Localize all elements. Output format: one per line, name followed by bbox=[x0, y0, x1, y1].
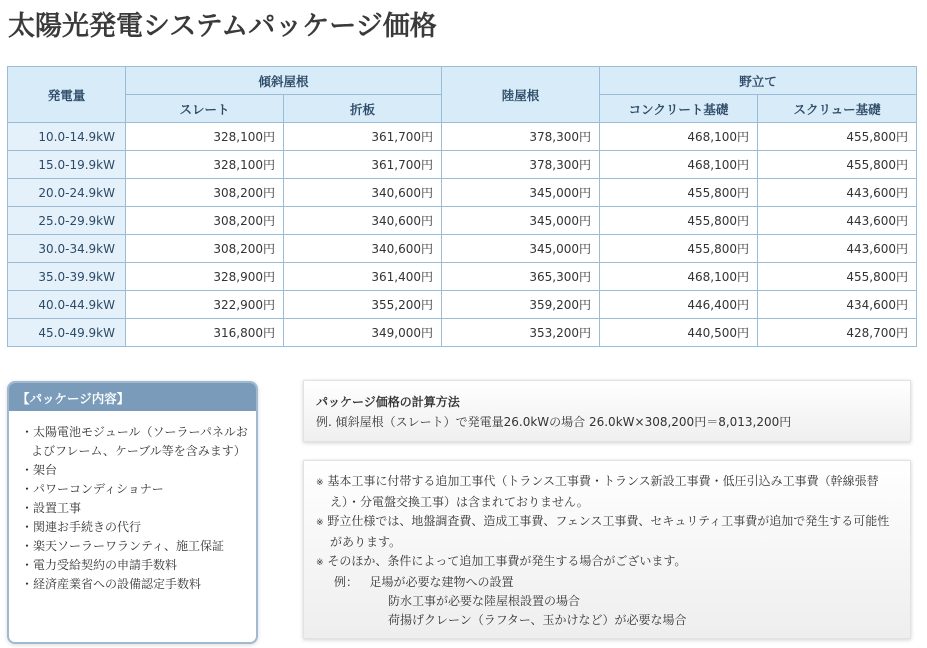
note-mark: ※ bbox=[316, 478, 324, 488]
price-cell-concrete: 446,400円 bbox=[600, 291, 758, 319]
capacity-cell: 20.0-24.9kW bbox=[8, 179, 126, 207]
table-row bbox=[8, 151, 917, 179]
header-capacity: 発電量 bbox=[8, 67, 126, 123]
example-line: 例： 足場が必要な建物への設置 bbox=[334, 575, 514, 589]
package-list bbox=[9, 411, 256, 594]
price-cell-screw: 434,600円 bbox=[758, 291, 917, 319]
price-cell-screw: 443,600円 bbox=[758, 179, 917, 207]
price-cell-slate: 322,900円 bbox=[126, 291, 284, 319]
capacity-cell: 35.0-39.9kW bbox=[8, 263, 126, 291]
calculation-example: 例. 傾斜屋根（スレート）で発電量26.0kWの場合 26.0kW×308,200円＝8,013,200円 bbox=[316, 415, 792, 429]
price-cell-flat: 378,300円 bbox=[442, 123, 600, 151]
calculation-title: パッケージ価格の計算方法 bbox=[316, 395, 460, 409]
notes-box bbox=[303, 460, 911, 639]
price-cell-screw: 455,800円 bbox=[758, 151, 917, 179]
table-row bbox=[8, 291, 917, 319]
package-item: ・架台 bbox=[21, 463, 58, 477]
price-cell-concrete: 440,500円 bbox=[600, 319, 758, 347]
capacity-cell: 40.0-44.9kW bbox=[8, 291, 126, 319]
price-cell-folded: 361,400円 bbox=[284, 263, 442, 291]
capacity-cell: 30.0-34.9kW bbox=[8, 235, 126, 263]
price-cell-concrete: 468,100円 bbox=[600, 263, 758, 291]
package-item: ・関連お手続きの代行 bbox=[21, 520, 142, 534]
price-cell-slate: 328,900円 bbox=[126, 263, 284, 291]
calculation-method-box bbox=[303, 380, 911, 442]
price-cell-slate: 316,800円 bbox=[126, 319, 284, 347]
table-row bbox=[8, 207, 917, 235]
header-ground: 野立て bbox=[600, 67, 917, 95]
price-cell-slate: 328,100円 bbox=[126, 123, 284, 151]
note-item: ※ 野立仕様では、地盤調査費、造成工事費、フェンス工事費、セキュリティ工事費が追加で発生する可能性があります。 bbox=[316, 514, 890, 549]
table-row bbox=[8, 123, 917, 151]
price-cell-concrete: 455,800円 bbox=[600, 235, 758, 263]
price-cell-flat: 345,000円 bbox=[442, 235, 600, 263]
price-cell-screw: 428,700円 bbox=[758, 319, 917, 347]
price-cell-flat: 365,300円 bbox=[442, 263, 600, 291]
capacity-cell: 45.0-49.9kW bbox=[8, 319, 126, 347]
table-row bbox=[8, 263, 917, 291]
package-contents-box bbox=[7, 381, 258, 644]
price-cell-screw: 443,600円 bbox=[758, 207, 917, 235]
package-item: ・パワーコンディショナー bbox=[21, 482, 164, 496]
price-cell-slate: 308,200円 bbox=[126, 179, 284, 207]
note-item: ※ そのほか、条件によって追加工事費が発生する場合がございます。 bbox=[316, 554, 687, 568]
price-cell-flat: 345,000円 bbox=[442, 179, 600, 207]
package-item: ・設置工事 bbox=[21, 501, 82, 515]
table-row bbox=[8, 235, 917, 263]
price-cell-folded: 361,700円 bbox=[284, 151, 442, 179]
table-row bbox=[8, 179, 917, 207]
header-screw: スクリュー基礎 bbox=[758, 95, 917, 123]
package-item: ・楽天ソーラーワランティ、施工保証 bbox=[21, 539, 225, 553]
price-cell-flat: 353,200円 bbox=[442, 319, 600, 347]
price-cell-folded: 340,600円 bbox=[284, 235, 442, 263]
price-cell-concrete: 468,100円 bbox=[600, 123, 758, 151]
capacity-cell: 10.0-14.9kW bbox=[8, 123, 126, 151]
note-mark: ※ bbox=[316, 558, 324, 568]
price-table bbox=[7, 66, 917, 347]
price-cell-screw: 455,800円 bbox=[758, 263, 917, 291]
price-cell-flat: 359,200円 bbox=[442, 291, 600, 319]
capacity-cell: 15.0-19.9kW bbox=[8, 151, 126, 179]
price-cell-slate: 308,200円 bbox=[126, 235, 284, 263]
example-label: 例： bbox=[334, 575, 359, 589]
header-folded: 折板 bbox=[284, 95, 442, 123]
price-cell-screw: 443,600円 bbox=[758, 235, 917, 263]
price-cell-concrete: 468,100円 bbox=[600, 151, 758, 179]
header-slate: スレート bbox=[126, 95, 284, 123]
note-item: ※ 基本工事に付帯する追加工事代（トランス工事費・トランス新設工事費・低圧引込み工事費（幹線張替え）・分電盤交換工事）は含まれておりません。 bbox=[316, 474, 879, 509]
price-cell-concrete: 455,800円 bbox=[600, 179, 758, 207]
package-item: ・太陽電池モジュール（ソーラーパネルおよびフレーム、ケーブル等を含みます） bbox=[21, 425, 248, 458]
price-cell-slate: 308,200円 bbox=[126, 207, 284, 235]
price-cell-folded: 349,000円 bbox=[284, 319, 442, 347]
capacity-cell: 25.0-29.9kW bbox=[8, 207, 126, 235]
header-slope-roof: 傾斜屋根 bbox=[126, 67, 442, 95]
price-cell-folded: 361,700円 bbox=[284, 123, 442, 151]
note-mark: ※ bbox=[316, 518, 324, 528]
price-cell-slate: 328,100円 bbox=[126, 151, 284, 179]
package-item: ・電力受給契約の申請手数料 bbox=[21, 558, 178, 572]
header-flat-roof: 陸屋根 bbox=[442, 67, 600, 123]
price-cell-screw: 455,800円 bbox=[758, 123, 917, 151]
price-cell-flat: 378,300円 bbox=[442, 151, 600, 179]
package-item: ・経済産業省への設備認定手数料 bbox=[21, 577, 202, 591]
price-cell-folded: 355,200円 bbox=[284, 291, 442, 319]
example-line: 防水工事が必要な陸屋根設置の場合 bbox=[388, 594, 581, 608]
price-cell-flat: 345,000円 bbox=[442, 207, 600, 235]
example-line: 荷揚げクレーン（ラフター、玉かけなど）が必要な場合 bbox=[388, 613, 687, 627]
price-cell-folded: 340,600円 bbox=[284, 179, 442, 207]
table-row bbox=[8, 319, 917, 347]
header-concrete: コンクリート基礎 bbox=[600, 95, 758, 123]
page-title: 太陽光発電システムパッケージ価格 bbox=[8, 11, 437, 42]
price-cell-concrete: 455,800円 bbox=[600, 207, 758, 235]
package-heading: 【パッケージ内容】 bbox=[9, 383, 256, 411]
price-cell-folded: 340,600円 bbox=[284, 207, 442, 235]
